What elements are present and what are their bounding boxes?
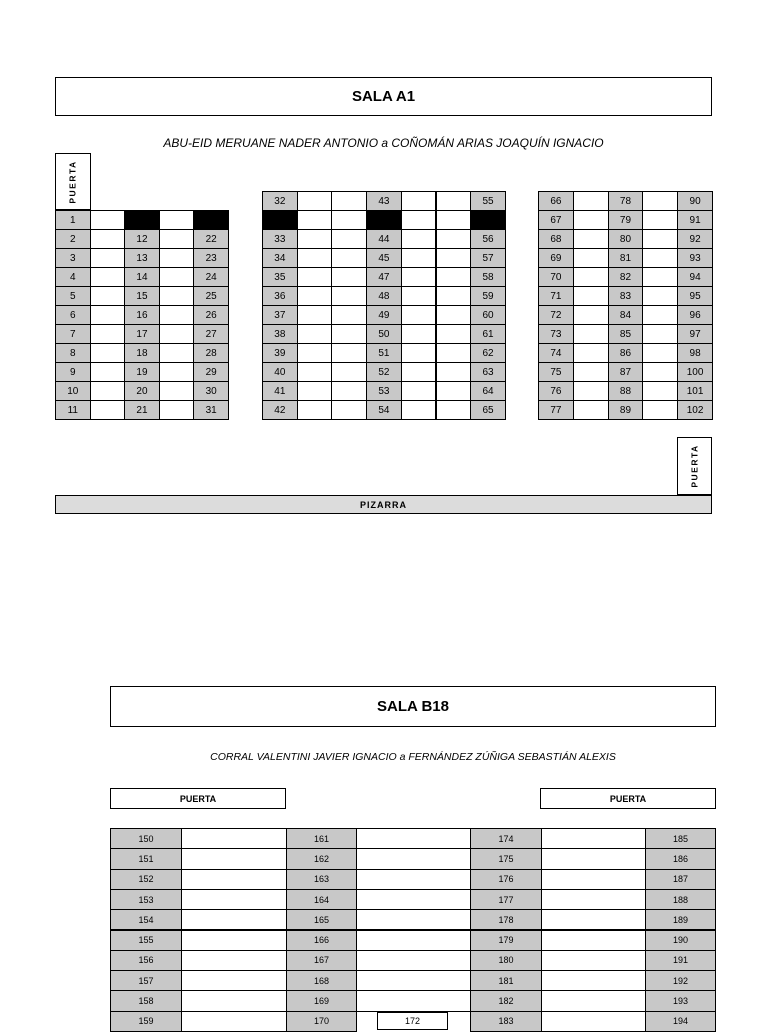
- seat-slot: [297, 305, 333, 325]
- seat-slot: [331, 210, 367, 230]
- seat-slot: [573, 210, 609, 230]
- seat-slot: [159, 229, 195, 249]
- seat-number: 179: [470, 930, 542, 951]
- seat-number: 41: [262, 381, 298, 401]
- seat-number: 37: [262, 305, 298, 325]
- seat-slot: [90, 286, 126, 306]
- seat-number: 152: [110, 869, 182, 890]
- seat-number: 151: [110, 848, 182, 869]
- seat-slot: [401, 324, 437, 344]
- seat-slot: [541, 869, 646, 890]
- seat-number: 10: [55, 381, 91, 401]
- seat-number: 165: [286, 909, 357, 930]
- seat-number: 1: [55, 210, 91, 230]
- seat-slot: [90, 362, 126, 382]
- seat-number: 169: [286, 990, 357, 1011]
- seat-slot: [541, 1011, 646, 1032]
- seat-slot: [541, 909, 646, 930]
- seat-slot: [573, 267, 609, 287]
- seat-slot: [90, 343, 126, 363]
- seat-number: 45: [366, 248, 402, 268]
- seat-slot: [356, 889, 471, 910]
- seat-number: 82: [608, 267, 644, 287]
- seat-number: 16: [124, 305, 160, 325]
- seat-slot: [401, 210, 437, 230]
- seat-slot: [331, 381, 367, 401]
- seat-slot: [401, 267, 437, 287]
- seat-number: 76: [538, 381, 574, 401]
- seat-number: 100: [677, 362, 713, 382]
- seat-slot: [401, 381, 437, 401]
- seat-slot: [331, 248, 367, 268]
- seat-number: 4: [55, 267, 91, 287]
- seat-number: 18: [124, 343, 160, 363]
- seat-slot: [331, 191, 367, 211]
- seat-number: 17: [124, 324, 160, 344]
- seat-number: 86: [608, 343, 644, 363]
- seat-number: 71: [538, 286, 574, 306]
- seat-number: 168: [286, 970, 357, 991]
- seat-number: 72: [538, 305, 574, 325]
- seat-number: 59: [470, 286, 506, 306]
- seat-slot: [90, 248, 126, 268]
- seat-number: 35: [262, 267, 298, 287]
- sala-a1-title: SALA A1: [55, 77, 712, 116]
- seat-number: 180: [470, 950, 542, 971]
- seat-number: 96: [677, 305, 713, 325]
- seat-slot: [181, 909, 287, 930]
- blocked-seat: [366, 210, 402, 230]
- seat-number: 61: [470, 324, 506, 344]
- seat-slot: [356, 848, 471, 869]
- seat-slot: [181, 990, 287, 1011]
- seat-number: 25: [193, 286, 229, 306]
- seat-slot: [642, 286, 678, 306]
- seat-slot: [573, 229, 609, 249]
- seat-slot: [541, 848, 646, 869]
- seat-number: 163: [286, 869, 357, 890]
- seat-number: 155: [110, 930, 182, 951]
- seat-number: 58: [470, 267, 506, 287]
- seat-number: 183: [470, 1011, 542, 1032]
- seat-slot: [401, 400, 437, 420]
- seat-number: 62: [470, 343, 506, 363]
- seat-slot: [159, 267, 195, 287]
- seat-number: 190: [645, 930, 716, 951]
- seat-slot: [181, 950, 287, 971]
- seat-slot: [642, 210, 678, 230]
- seat-number: 47: [366, 267, 402, 287]
- door-label: PUERTA: [689, 444, 700, 488]
- seat-slot: [159, 362, 195, 382]
- seat-slot: [90, 267, 126, 287]
- blocked-seat: [124, 210, 160, 230]
- seat-slot: [90, 400, 126, 420]
- seat-number: 161: [286, 828, 357, 849]
- seat-number: 69: [538, 248, 574, 268]
- seat-slot: [541, 950, 646, 971]
- seat-slot: [356, 909, 471, 930]
- seat-slot: [331, 286, 367, 306]
- seat-slot: [436, 191, 472, 211]
- seat-number: 93: [677, 248, 713, 268]
- seat-slot: [159, 343, 195, 363]
- seat-slot: [159, 286, 195, 306]
- seat-number: 74: [538, 343, 574, 363]
- seat-slot: [297, 400, 333, 420]
- seat-slot: [401, 286, 437, 306]
- sala-a1-pizarra: PIZARRA: [55, 495, 712, 514]
- seat-number: 38: [262, 324, 298, 344]
- seat-slot: [331, 324, 367, 344]
- seat-number: 166: [286, 930, 357, 951]
- seat-slot: [356, 970, 471, 991]
- seat-number: 36: [262, 286, 298, 306]
- seat-number: 90: [677, 191, 713, 211]
- seat-number: 154: [110, 909, 182, 930]
- seat-number: 30: [193, 381, 229, 401]
- seat-number: 55: [470, 191, 506, 211]
- seat-slot: [159, 324, 195, 344]
- seat-number: 159: [110, 1011, 182, 1032]
- seat-number: 189: [645, 909, 716, 930]
- seat-number: 101: [677, 381, 713, 401]
- seat-number: 2: [55, 229, 91, 249]
- seat-slot: [642, 267, 678, 287]
- seat-slot: [181, 828, 287, 849]
- seat-slot: [181, 1011, 287, 1032]
- door-label: PUERTA: [68, 159, 79, 204]
- seat-number: 42: [262, 400, 298, 420]
- seat-slot: [573, 286, 609, 306]
- seat-slot: [331, 305, 367, 325]
- seat-number: 3: [55, 248, 91, 268]
- seat-number: 29: [193, 362, 229, 382]
- seat-number: 156: [110, 950, 182, 971]
- seat-slot: [401, 191, 437, 211]
- seat-slot: [331, 400, 367, 420]
- seat-slot: [642, 248, 678, 268]
- seat-number: 170: [286, 1011, 357, 1032]
- sala-b18-door-right: PUERTA: [540, 788, 716, 809]
- seat-number: 68: [538, 229, 574, 249]
- seat-slot: [573, 324, 609, 344]
- seat-slot: [401, 248, 437, 268]
- seat-number: 32: [262, 191, 298, 211]
- seat-slot: [642, 400, 678, 420]
- seat-slot: [436, 267, 472, 287]
- seat-number: 52: [366, 362, 402, 382]
- seat-number: 79: [608, 210, 644, 230]
- seat-slot: [159, 305, 195, 325]
- seat-number: 80: [608, 229, 644, 249]
- seat-number: 78: [608, 191, 644, 211]
- seat-number: 192: [645, 970, 716, 991]
- seat-slot: [642, 229, 678, 249]
- seat-slot: [331, 343, 367, 363]
- seat-number: 102: [677, 400, 713, 420]
- seat-number: 97: [677, 324, 713, 344]
- seat-number: 13: [124, 248, 160, 268]
- seat-number: 7: [55, 324, 91, 344]
- seat-slot: [436, 400, 472, 420]
- seat-number: 23: [193, 248, 229, 268]
- seat-number: 28: [193, 343, 229, 363]
- seat-slot: [297, 210, 333, 230]
- seat-number: 56: [470, 229, 506, 249]
- seat-number: 75: [538, 362, 574, 382]
- seat-slot: [159, 381, 195, 401]
- seat-number: 191: [645, 950, 716, 971]
- seat-number: 188: [645, 889, 716, 910]
- seat-slot: [401, 362, 437, 382]
- seat-slot: [297, 191, 333, 211]
- seat-slot: [159, 248, 195, 268]
- seat-slot: [90, 210, 126, 230]
- seat-number: 67: [538, 210, 574, 230]
- seat-number: 158: [110, 990, 182, 1011]
- seat-slot: [297, 229, 333, 249]
- seat-number: 9: [55, 362, 91, 382]
- seat-slot: [181, 889, 287, 910]
- seat-number: 77: [538, 400, 574, 420]
- seat-number: 54: [366, 400, 402, 420]
- seat-slot: [331, 267, 367, 287]
- seat-number: 177: [470, 889, 542, 910]
- seat-number: 27: [193, 324, 229, 344]
- seat-slot: [573, 381, 609, 401]
- seat-slot: [642, 362, 678, 382]
- seat-slot: [297, 324, 333, 344]
- seat-slot: [642, 305, 678, 325]
- seat-slot: [436, 210, 472, 230]
- seat-number: 51: [366, 343, 402, 363]
- seat-number: 50: [366, 324, 402, 344]
- seat-number: 175: [470, 848, 542, 869]
- seat-number: 40: [262, 362, 298, 382]
- seat-number: 174: [470, 828, 542, 849]
- seat-number: 44: [366, 229, 402, 249]
- seat-slot: [297, 362, 333, 382]
- seat-slot: [541, 990, 646, 1011]
- seat-slot: [401, 229, 437, 249]
- seat-number: 150: [110, 828, 182, 849]
- seat-slot: [356, 828, 471, 849]
- seat-number: 57: [470, 248, 506, 268]
- seat-number: 6: [55, 305, 91, 325]
- seat-slot: [90, 324, 126, 344]
- seat-slot: [331, 229, 367, 249]
- seat-slot: [573, 305, 609, 325]
- seat-number: 153: [110, 889, 182, 910]
- seat-number: 157: [110, 970, 182, 991]
- seat-number: 8: [55, 343, 91, 363]
- seat-slot: [181, 930, 287, 951]
- seat-slot: [436, 286, 472, 306]
- seat-number: 21: [124, 400, 160, 420]
- seat-slot: [356, 869, 471, 890]
- seat-number: 91: [677, 210, 713, 230]
- seat-number: 66: [538, 191, 574, 211]
- seat-slot: [436, 381, 472, 401]
- seat-number: 95: [677, 286, 713, 306]
- seat-slot: [436, 305, 472, 325]
- seat-number: 22: [193, 229, 229, 249]
- seat-slot: [573, 343, 609, 363]
- seat-slot: [181, 869, 287, 890]
- seat-number: 85: [608, 324, 644, 344]
- seat-slot: [90, 305, 126, 325]
- sala-b18-subtitle: CORRAL VALENTINI JAVIER IGNACIO a FERNÁNDEZ ZÚÑIGA SEBASTIÁN ALEXIS: [210, 751, 616, 763]
- seat-number: 194: [645, 1011, 716, 1032]
- seat-slot: [181, 848, 287, 869]
- seat-slot: [436, 248, 472, 268]
- seat-number: 186: [645, 848, 716, 869]
- sala-b18-title: SALA B18: [110, 686, 716, 727]
- seat-number: 33: [262, 229, 298, 249]
- seat-number: 14: [124, 267, 160, 287]
- seat-slot: [356, 930, 471, 951]
- seat-number: 48: [366, 286, 402, 306]
- seat-number: 31: [193, 400, 229, 420]
- seat-slot: [159, 400, 195, 420]
- seat-number: 65: [470, 400, 506, 420]
- seat-number: 167: [286, 950, 357, 971]
- seat-number: 60: [470, 305, 506, 325]
- seat-number: 19: [124, 362, 160, 382]
- seat-slot: [642, 381, 678, 401]
- seat-slot: [356, 990, 471, 1011]
- seat-slot: [356, 950, 471, 971]
- sala-a1-door-top-left: [55, 153, 91, 210]
- blocked-seat: [262, 210, 298, 230]
- seat-number: 94: [677, 267, 713, 287]
- sala-a1-door-bottom-right: [677, 437, 712, 495]
- seat-slot: [401, 343, 437, 363]
- seat-slot: [642, 191, 678, 211]
- seat-slot: [331, 362, 367, 382]
- blocked-seat: [470, 210, 506, 230]
- seat-number: 81: [608, 248, 644, 268]
- seat-number: 63: [470, 362, 506, 382]
- seat-number: 164: [286, 889, 357, 910]
- seat-number: 24: [193, 267, 229, 287]
- seat-slot: [541, 930, 646, 951]
- seat-number: 12: [124, 229, 160, 249]
- seat-slot: [90, 229, 126, 249]
- sala-b18-seat-extra: 172: [377, 1012, 448, 1030]
- seat-number: 178: [470, 909, 542, 930]
- seat-number: 185: [645, 828, 716, 849]
- seat-slot: [573, 362, 609, 382]
- seat-number: 88: [608, 381, 644, 401]
- seat-number: 26: [193, 305, 229, 325]
- seat-number: 83: [608, 286, 644, 306]
- seat-number: 34: [262, 248, 298, 268]
- sala-a1-subtitle: ABU-EID MERUANE NADER ANTONIO a COÑOMÁN ARIAS JOAQUÍN IGNACIO: [163, 136, 604, 150]
- seat-number: 64: [470, 381, 506, 401]
- seat-number: 92: [677, 229, 713, 249]
- seat-number: 53: [366, 381, 402, 401]
- seat-number: 187: [645, 869, 716, 890]
- seat-slot: [642, 343, 678, 363]
- seat-slot: [436, 324, 472, 344]
- seat-slot: [181, 970, 287, 991]
- seat-number: 176: [470, 869, 542, 890]
- seat-number: 39: [262, 343, 298, 363]
- seat-number: 20: [124, 381, 160, 401]
- seat-number: 43: [366, 191, 402, 211]
- seat-number: 181: [470, 970, 542, 991]
- seat-number: 193: [645, 990, 716, 1011]
- seat-number: 73: [538, 324, 574, 344]
- seat-number: 49: [366, 305, 402, 325]
- blocked-seat: [193, 210, 229, 230]
- seat-slot: [573, 191, 609, 211]
- seat-number: 182: [470, 990, 542, 1011]
- sala-b18-door-left: PUERTA: [110, 788, 286, 809]
- seat-number: 11: [55, 400, 91, 420]
- seat-slot: [642, 324, 678, 344]
- seat-slot: [297, 248, 333, 268]
- seat-slot: [573, 400, 609, 420]
- seat-slot: [436, 229, 472, 249]
- seat-slot: [297, 286, 333, 306]
- seat-slot: [573, 248, 609, 268]
- seat-slot: [541, 828, 646, 849]
- seat-slot: [90, 381, 126, 401]
- seat-number: 98: [677, 343, 713, 363]
- seat-number: 162: [286, 848, 357, 869]
- seat-number: 5: [55, 286, 91, 306]
- seat-number: 15: [124, 286, 160, 306]
- seat-number: 70: [538, 267, 574, 287]
- seat-slot: [541, 889, 646, 910]
- seat-slot: [297, 381, 333, 401]
- seat-slot: [297, 343, 333, 363]
- seat-slot: [401, 305, 437, 325]
- seat-number: 84: [608, 305, 644, 325]
- seat-slot: [297, 267, 333, 287]
- seat-number: 89: [608, 400, 644, 420]
- seat-slot: [436, 362, 472, 382]
- seat-slot: [436, 343, 472, 363]
- seat-number: 87: [608, 362, 644, 382]
- seat-slot: [159, 210, 195, 230]
- seat-slot: [541, 970, 646, 991]
